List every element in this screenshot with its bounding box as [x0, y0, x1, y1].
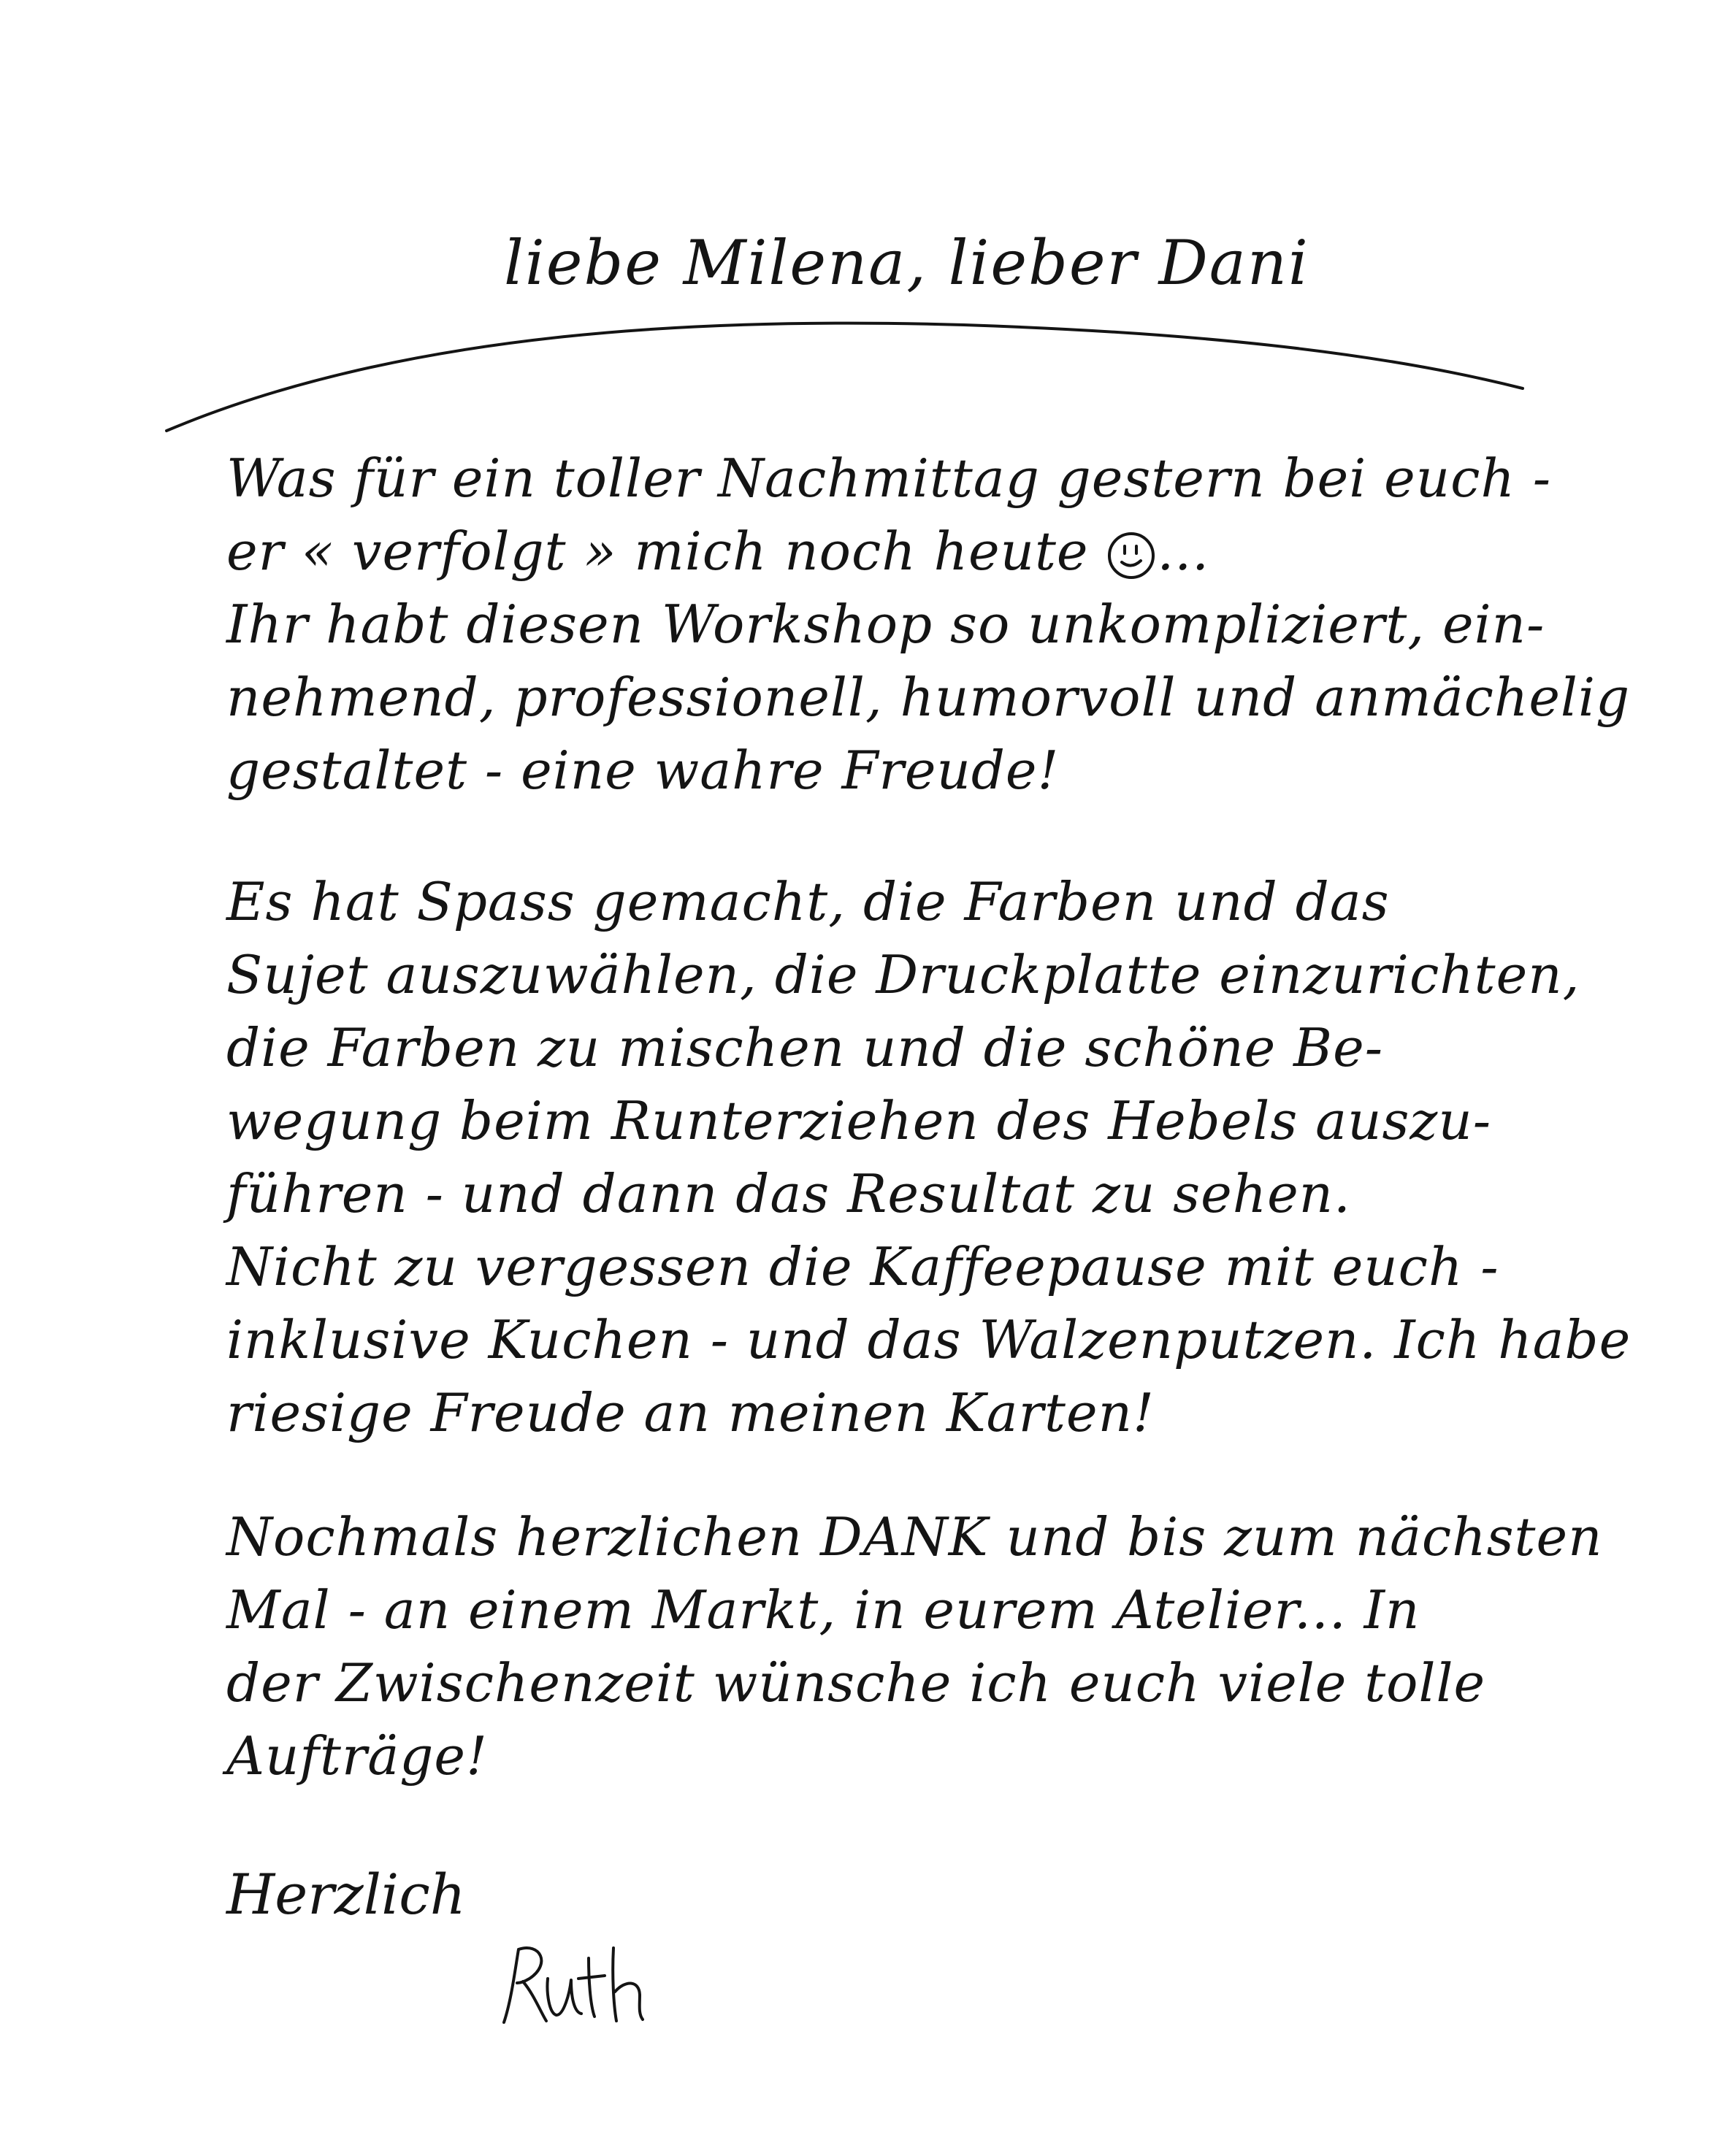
- text-line: [226, 515, 1614, 588]
- text-line: inklusive Kuchen - und das Walzenputzen. Ich habe: [226, 1309, 1632, 1370]
- text-line: wegung beim Runterziehen des Hebels auszu-: [226, 1090, 1492, 1151]
- paragraph-3: [226, 1500, 1614, 1792]
- text-line: nehmend, professionell, humorvoll und anmächelig: [226, 667, 1631, 728]
- signature: [489, 1935, 657, 2044]
- text-line: Sujet auszuwählen, die Druckplatte einzurichten,: [226, 944, 1580, 1005]
- text-line: Ihr habt diesen Workshop so unkompliziert, ein-: [226, 594, 1545, 655]
- text-line: Was für ein toller Nachmittag gestern bei euch -: [226, 448, 1552, 509]
- text-segment: ...: [1157, 521, 1210, 582]
- closing: Herzlich: [226, 1862, 466, 1927]
- text-line: Aufträge!: [226, 1725, 488, 1787]
- paragraph-1: [226, 442, 1631, 807]
- text-line: die Farben zu mischen und die schöne Be-: [226, 1017, 1384, 1078]
- text-line: führen - und dann das Resultat zu sehen.: [226, 1163, 1351, 1224]
- text-segment: er « verfolgt » mich noch heute: [226, 521, 1089, 582]
- text-line: Nochmals herzlichen DANK und bis zum nächsten: [226, 1506, 1603, 1568]
- text-line: Es hat Spass gemacht, die Farben und das: [226, 871, 1390, 932]
- smiley-face-icon: [1106, 530, 1157, 581]
- text-line: gestaltet - eine wahre Freude!: [226, 740, 1060, 801]
- text-line: der Zwischenzeit wünsche ich euch viele tolle: [226, 1652, 1486, 1714]
- text-line: riesige Freude an meinen Karten!: [226, 1382, 1155, 1443]
- text-line: Nicht zu vergessen die Kaffeepause mit euch -: [226, 1236, 1499, 1297]
- text-line: Mal - an einem Markt, in eurem Atelier... In: [226, 1579, 1420, 1641]
- salutation: liebe Milena, lieber Dani: [504, 227, 1309, 299]
- paragraph-2: [226, 865, 1632, 1449]
